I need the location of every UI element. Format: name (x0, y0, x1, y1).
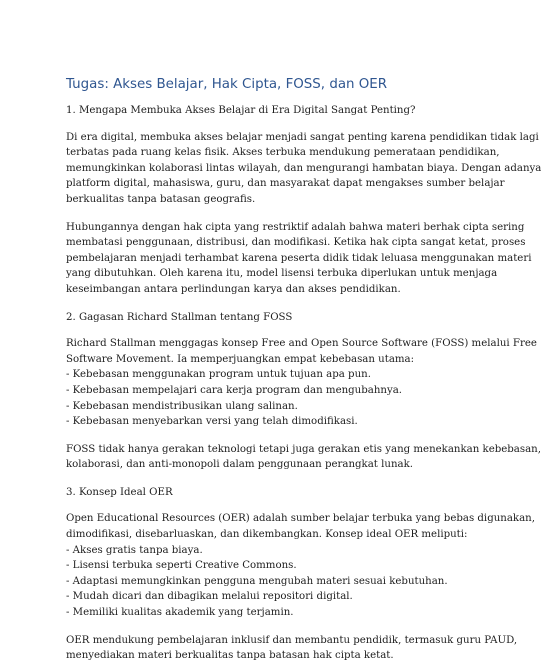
text-line: FOSS tidak hanya gerakan teknologi tetapi juga gerakan etis yang menekankan kebebasan, (66, 443, 541, 455)
list-item: - Kebebasan menggunakan program untuk tujuan apa pun. (66, 369, 371, 381)
list-item: - Lisensi terbuka seperti Creative Commons. (66, 560, 297, 572)
text-line: yang dibutuhkan. Oleh karena itu, model lisensi terbuka diperlukan untuk menjaga (66, 268, 498, 280)
section-3-outro (66, 633, 518, 664)
section-3-intro (66, 511, 535, 542)
text-line: Hubungannya dengan hak cipta yang restriktif adalah bahwa materi berhak cipta sering (66, 221, 525, 233)
text-line: menyediakan materi berkualitas tanpa batasan hak cipta ketat. (66, 650, 394, 662)
text-line: Richard Stallman menggagas konsep Free and Open Source Software (FOSS) melalui Free (66, 338, 537, 350)
text-line: platform digital, mahasiswa, guru, dan masyarakat dapat mengakses sumber belajar (66, 178, 505, 190)
list-item: - Kebebasan menyebarkan versi yang telah dimodifikasi. (66, 416, 358, 428)
text-line: keseimbangan antara perlindungan karya dan akses pendidikan. (66, 283, 401, 295)
list-item: - Kebebasan mempelajari cara kerja program dan mengubahnya. (66, 384, 403, 396)
oer-criteria-list (66, 543, 448, 621)
section-2-outro (66, 442, 541, 473)
document-title: Tugas: Akses Belajar, Hak Cipta, FOSS, dan OER (66, 77, 388, 92)
text-line: pembelajaran menjadi terhambat karena peserta didik tidak leluasa menggunakan materi (66, 252, 532, 264)
section-3-heading: 3. Konsep Ideal OER (66, 486, 173, 498)
list-item: - Mudah dicari dan dibagikan melalui repositori digital. (66, 591, 353, 603)
section-2-intro (66, 336, 537, 367)
text-line: OER mendukung pembelajaran inklusif dan membantu pendidik, termasuk guru PAUD, (66, 634, 518, 646)
text-line: kolaborasi, dan anti-monopoli dalam penggunaan perangkat lunak. (66, 459, 413, 471)
text-line: berkualitas tanpa batasan geografis. (66, 193, 256, 205)
list-item: - Kebebasan mendistribusikan ulang salinan. (66, 400, 298, 412)
list-item: - Memiliki kualitas akademik yang terjamin. (66, 607, 294, 619)
text-line: memungkinkan kolaborasi lintas wilayah, dan mengurangi hambatan biaya. Dengan adanya (66, 162, 541, 174)
list-item: - Akses gratis tanpa biaya. (66, 544, 203, 556)
text-line: Software Movement. Ia memperjuangkan empat kebebasan utama: (66, 353, 415, 365)
text-line: membatasi penggunaan, distribusi, dan modifikasi. Ketika hak cipta sangat ketat, proses (66, 237, 526, 249)
list-item: - Adaptasi memungkinkan pengguna mengubah materi sesuai kebutuhan. (66, 575, 448, 587)
text-line: Di era digital, membuka akses belajar menjadi sangat penting karena pendidikan tidak lagi (66, 131, 539, 143)
text-line: terbatas pada ruang kelas fisik. Akses terbuka mendukung pemerataan pendidikan, (66, 147, 500, 159)
freedoms-list (66, 367, 426, 429)
section-1-paragraph-1 (66, 130, 541, 208)
section-1-paragraph-2 (66, 220, 532, 298)
section-2-heading: 2. Gagasan Richard Stallman tentang FOSS (66, 311, 293, 323)
section-1-heading: 1. Mengapa Membuka Akses Belajar di Era Digital Sangat Penting? (66, 105, 416, 116)
text-line: dimodifikasi, disebarluaskan, dan dikembangkan. Konsep ideal OER meliputi: (66, 529, 468, 541)
text-line: Open Educational Resources (OER) adalah sumber belajar terbuka yang bebas digunakan, (66, 513, 535, 525)
